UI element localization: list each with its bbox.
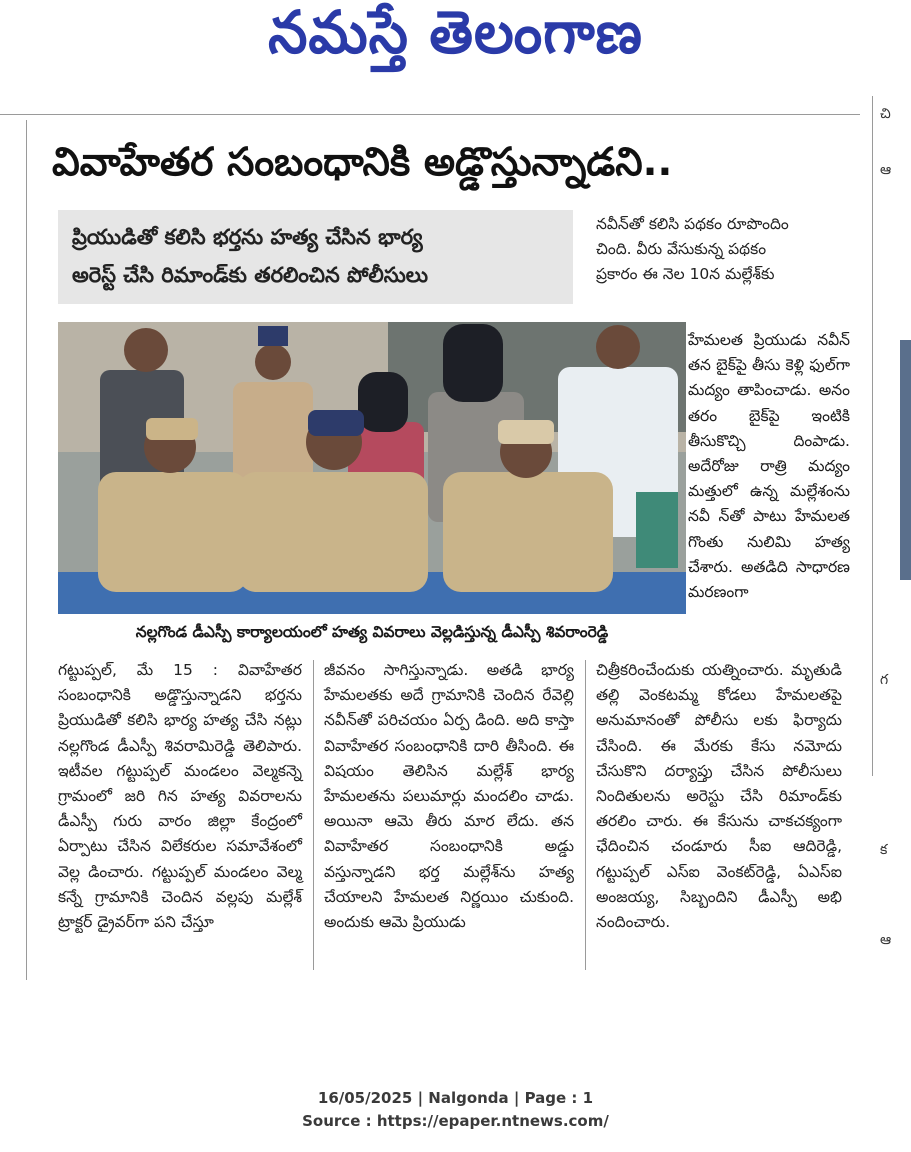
masthead-title: నమస్తే తెలంగాణ xyxy=(268,0,643,68)
edge-fragment: ఆ xyxy=(880,932,892,948)
text-line: ప్రకారం ఈ నెల 10న మల్లేశ్‌కు xyxy=(596,265,775,284)
subhead-line: అరెస్ట్ చేసి రిమాండ్‌కు తరలించిన పోలీసులు xyxy=(72,263,428,287)
masthead xyxy=(0,0,911,80)
column-3-top xyxy=(596,212,842,288)
column-3: చిత్రీకరించేందుకు యత్నించారు. మృతుడి తల్లి వెంకటమ్మ కోడలు హేమలతపై అనుమానంతో పోలీసు లకు ఫిర్యాదు చేసింది. ఈ మేరకు కేసు నమోదు చేసుకొని దర్యాప్తు చేసిన పోలీసులు నిందితులను అరెస్టు చేసి రిమాండ్‌కు తరలిం చారు. ఈ కేసును చాకచక్యంగా ఛేదించిన చండూరు సీఐ ఆదిరెడ్డి, గట్టుప్పల్ ఎస్ఐ వెంకట్‌రెడ్డి, ఏఎస్ఐ అంజయ్య, సిబ్బందిని డీఎస్పీ అభి నందించారు. xyxy=(596,661,842,932)
edge-fragment: గ xyxy=(880,672,889,688)
top-rule xyxy=(0,114,860,115)
text-line: నవీన్‌తో కలిసి పథకం రూపొందిం xyxy=(596,215,789,233)
column-rule xyxy=(313,660,314,970)
edge-fragment: క xyxy=(880,842,888,858)
footer-date-line: 16/05/2025 | Nalgonda | Page : 1 xyxy=(317,1089,594,1107)
edge-fragment: చి xyxy=(880,106,891,122)
column-1: గట్టుప్పల్, మే 15 : వివాహేతర సంబంధానికి అడ్డొస్తున్నాడని భర్తను ప్రియుడితో కలిసి భార్య హత్య చేసి నట్లు నల్లగొండ డీఎస్పీ శివరామిరెడ్డి తెలిపారు. ఇటీవల గట్టుప్పల్ మండలం వెల్మకన్నె గ్రామంలో జరి గిన హత్య వివరాలను డీఎస్పీ గురు వారం జిల్లా కేంద్రంలో ఏర్పాటు చేసిన విలేకరుల సమావేశంలో వెల్ల డించారు. గట్టుప్పల్ మండలం వెల్మ కన్నే గ్రామానికి చెందిన వల్లపు మల్లేశ్ ట్రాక్టర్ డ్రైవర్‌గా పని చేస్తూ xyxy=(58,661,302,932)
footer xyxy=(0,1087,911,1133)
subhead-box xyxy=(58,210,573,304)
subhead-line: ప్రియుడితో కలిసి భర్తను హత్య చేసిన భార్య xyxy=(72,225,423,249)
text-line: చింది. వీరు వేసుకున్న పథకం xyxy=(596,240,767,259)
news-photo xyxy=(58,322,686,614)
right-column-rule xyxy=(872,96,873,776)
edge-fragment: ఆ xyxy=(880,162,892,178)
left-margin-rule xyxy=(26,120,27,980)
column-rule xyxy=(585,660,586,970)
column-3-side-text: హేమలత ప్రియుడు నవీన్ తన బైక్‌పై తీసు కెళ్లి ఫుల్‌గా మద్యం తాపించాడు. అనం తరం బైక్‌పై ఇంటికి తీసుకొచ్చి దింపాడు. అదేరోజు రాత్రి మద్యం మత్తులో ఉన్న మల్లేశంను నవీ న్‌తో పాటు హేమలత గొంతు నులిమి హత్య చేశారు. అతడిది సాధారణ మరణంగా xyxy=(688,331,850,602)
article-headline: వివాహేతర సంబంధానికి అడ్డొస్తున్నాడని.. xyxy=(52,140,673,185)
photo-caption: నల్లగొండ డీఎస్పీ కార్యాలయంలో హత్య వివరాలు వెల్లడిస్తున్న డీఎస్పీ శివరాంరెడ్డి xyxy=(135,623,609,641)
edge-photo-fragment xyxy=(900,340,911,580)
column-2: జీవనం సాగిస్తున్నాడు. అతడి భార్య హేమలతకు అదే గ్రామానికి చెందిన రేవెల్లి నవీన్‌తో పరిచయం ఏర్ప డింది. అది కాస్తా వివాహేతర సంబంధానికి దారి తీసింది. ఈ విషయం తెలిసిన మల్లేశ్ భార్య హేమలతను పలుమార్లు మందలిం చాడు. అయినా ఆమె తీరు మార లేదు. తన వివాహేతర సంబంధానికి అడ్డు వస్తున్నాడని భర్త మల్లేశ్‌ను హత్య చేయాలని హేమలత నిర్ణయిం చుకుంది. అందుకు ఆమె ప్రియుడు xyxy=(324,661,574,932)
footer-source-line: Source : https://epaper.ntnews.com/ xyxy=(302,1112,609,1130)
